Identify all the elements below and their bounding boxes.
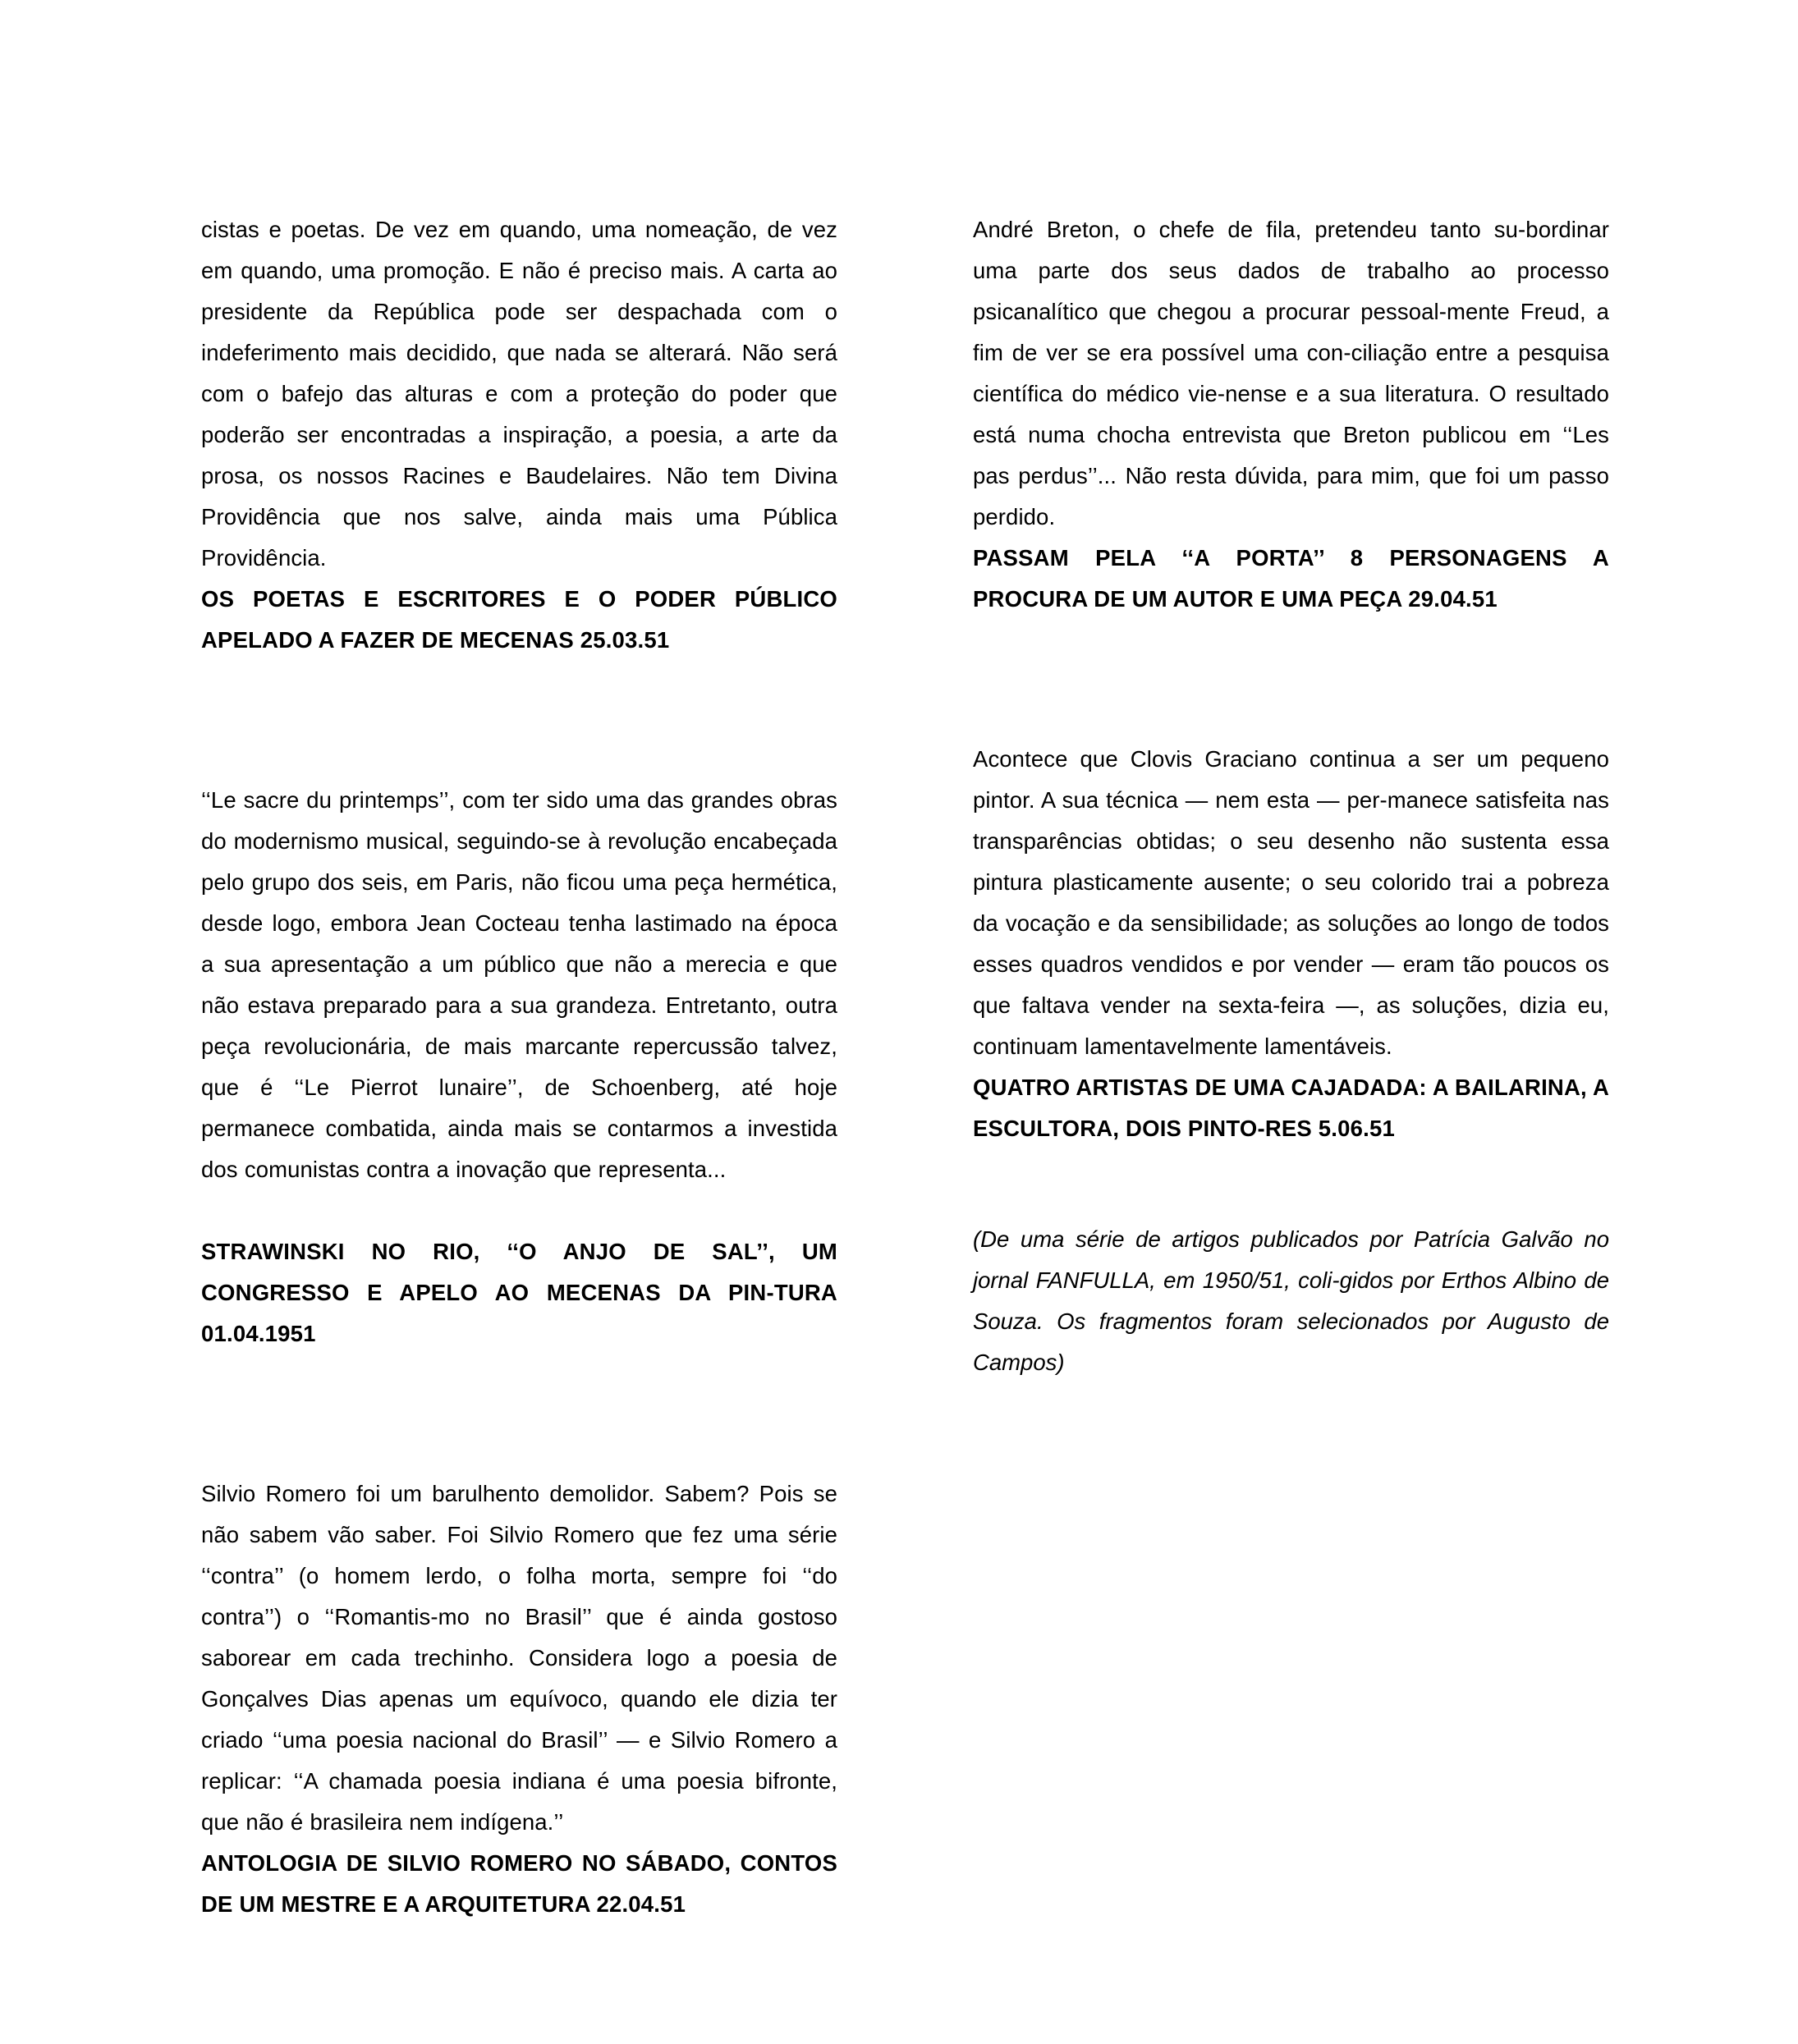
article-headline: PASSAM PELA ‘‘A PORTA’’ 8 PERSONAGENS A PROCURA DE UM AUTOR E UMA PEÇA 29.04.51 bbox=[973, 545, 1609, 612]
article-body: Acontece que Clovis Graciano continua a ser um pequeno pintor. A sua técnica — nem esta — per-manece satisfeita nas transparências obtidas; o seu desenho não sustenta essa pintura plasticamente ausente; o seu colorido trai a pobreza da vocação e da sensibilidade; as soluções ao longo de todos esses quadros vendidos e por vender — eram tão poucos os que faltava vender na sexta-feira —, as soluções, dizia eu, continuam lamentavelmente lamentáveis. bbox=[973, 746, 1609, 1059]
article-body: cistas e poetas. De vez em quando, uma nomeação, de vez em quando, uma promoção. E não é preciso mais. A carta ao presidente da República pode ser despachada com o indeferimento mais decidido, que nada se alterará. Não será com o bafejo das alturas e com a proteção do poder que poderão ser encontradas a inspiração, a poesia, a arte da prosa, os nossos Racines e Baudelaires. Não tem Divina Providência que nos salve, ainda mais uma Pública Providência. bbox=[201, 217, 837, 571]
credit-note: (De uma série de artigos publicados por Patrícia Galvão no jornal FANFULLA, em 1950/51, coli-gidos por Erthos Albino de Souza. Os fragmentos foram selecionados por Augusto de Campos) bbox=[973, 1226, 1609, 1375]
block-separator bbox=[201, 1354, 837, 1473]
article-block-4 bbox=[973, 209, 1609, 620]
article-headline: ANTOLOGIA DE SILVIO ROMERO NO SÁBADO, CONTOS DE UM MESTRE E A ARQUITETURA 22.04.51 bbox=[201, 1850, 837, 1917]
credit-note-block bbox=[973, 1219, 1609, 1383]
article-block-2 bbox=[201, 780, 837, 1354]
article-block-1 bbox=[201, 209, 837, 661]
block-separator bbox=[201, 661, 837, 780]
left-column bbox=[201, 209, 837, 1925]
article-headline: OS POETAS E ESCRITORES E O PODER PÚBLICO APELADO A FAZER DE MECENAS 25.03.51 bbox=[201, 586, 837, 653]
two-column-layout bbox=[201, 209, 1609, 1925]
article-body: André Breton, o chefe de fila, pretendeu tanto su-bordinar uma parte dos seus dados de trabalho ao processo psicanalítico que chegou a procurar pessoal-mente Freud, a fim de ver se era possível uma con-ciliação entre a pesquisa científica do médico vie-nense e a sua literatura. O resultado está numa chocha entrevista que Breton publicou em ‘‘Les pas perdus’’... Não resta dúvida, para mim, que foi um passo perdido. bbox=[973, 217, 1609, 529]
article-body: ‘‘Le sacre du printemps’’, com ter sido uma das grandes obras do modernismo musical, seguindo-se à revolução encabeçada pelo grupo dos seis, em Paris, não ficou uma peça hermética, desde logo, embora Jean Cocteau tenha lastimado na época a sua apresentação a um público que não a merecia e que não estava preparado para a sua grandeza. Entretanto, outra peça revolucionária, de mais marcante repercussão talvez, que é ‘‘Le Pierrot lunaire’’, de Schoenberg, até hoje permanece combatida, ainda mais se contarmos a investida dos comunistas contra a inovação que representa... bbox=[201, 787, 837, 1182]
article-headline: QUATRO ARTISTAS DE UMA CAJADADA: A BAILARINA, A ESCULTORA, DOIS PINTO-RES 5.06.51 bbox=[973, 1075, 1609, 1141]
article-block-3 bbox=[201, 1473, 837, 1925]
article-block-5 bbox=[973, 739, 1609, 1149]
article-headline: STRAWINSKI NO RIO, ‘‘O ANJO DE SAL’’, UM CONGRESSO E APELO AO MECENAS DA PIN-TURA 01.04.1951 bbox=[201, 1239, 837, 1346]
article-body: Silvio Romero foi um barulhento demolidor. Sabem? Pois se não sabem vão saber. Foi Silvio Romero que fez uma série ‘‘contra’’ (o homem lerdo, o folha morta, sempre foi ‘‘do contra’’) o ‘‘Romantis-mo no Brasil’’ que é ainda gostoso saborear em cada trechinho. Considera logo a poesia de Gonçalves Dias apenas um equívoco, quando ele dizia ter criado ‘‘uma poesia nacional do Brasil’’ — e Silvio Romero a replicar: ‘‘A chamada poesia indiana é uma poesia bifronte, que não é brasileira nem indígena.’’ bbox=[201, 1481, 837, 1835]
block-separator bbox=[973, 620, 1609, 739]
right-column bbox=[973, 209, 1609, 1375]
paragraph-gap bbox=[201, 1190, 837, 1231]
